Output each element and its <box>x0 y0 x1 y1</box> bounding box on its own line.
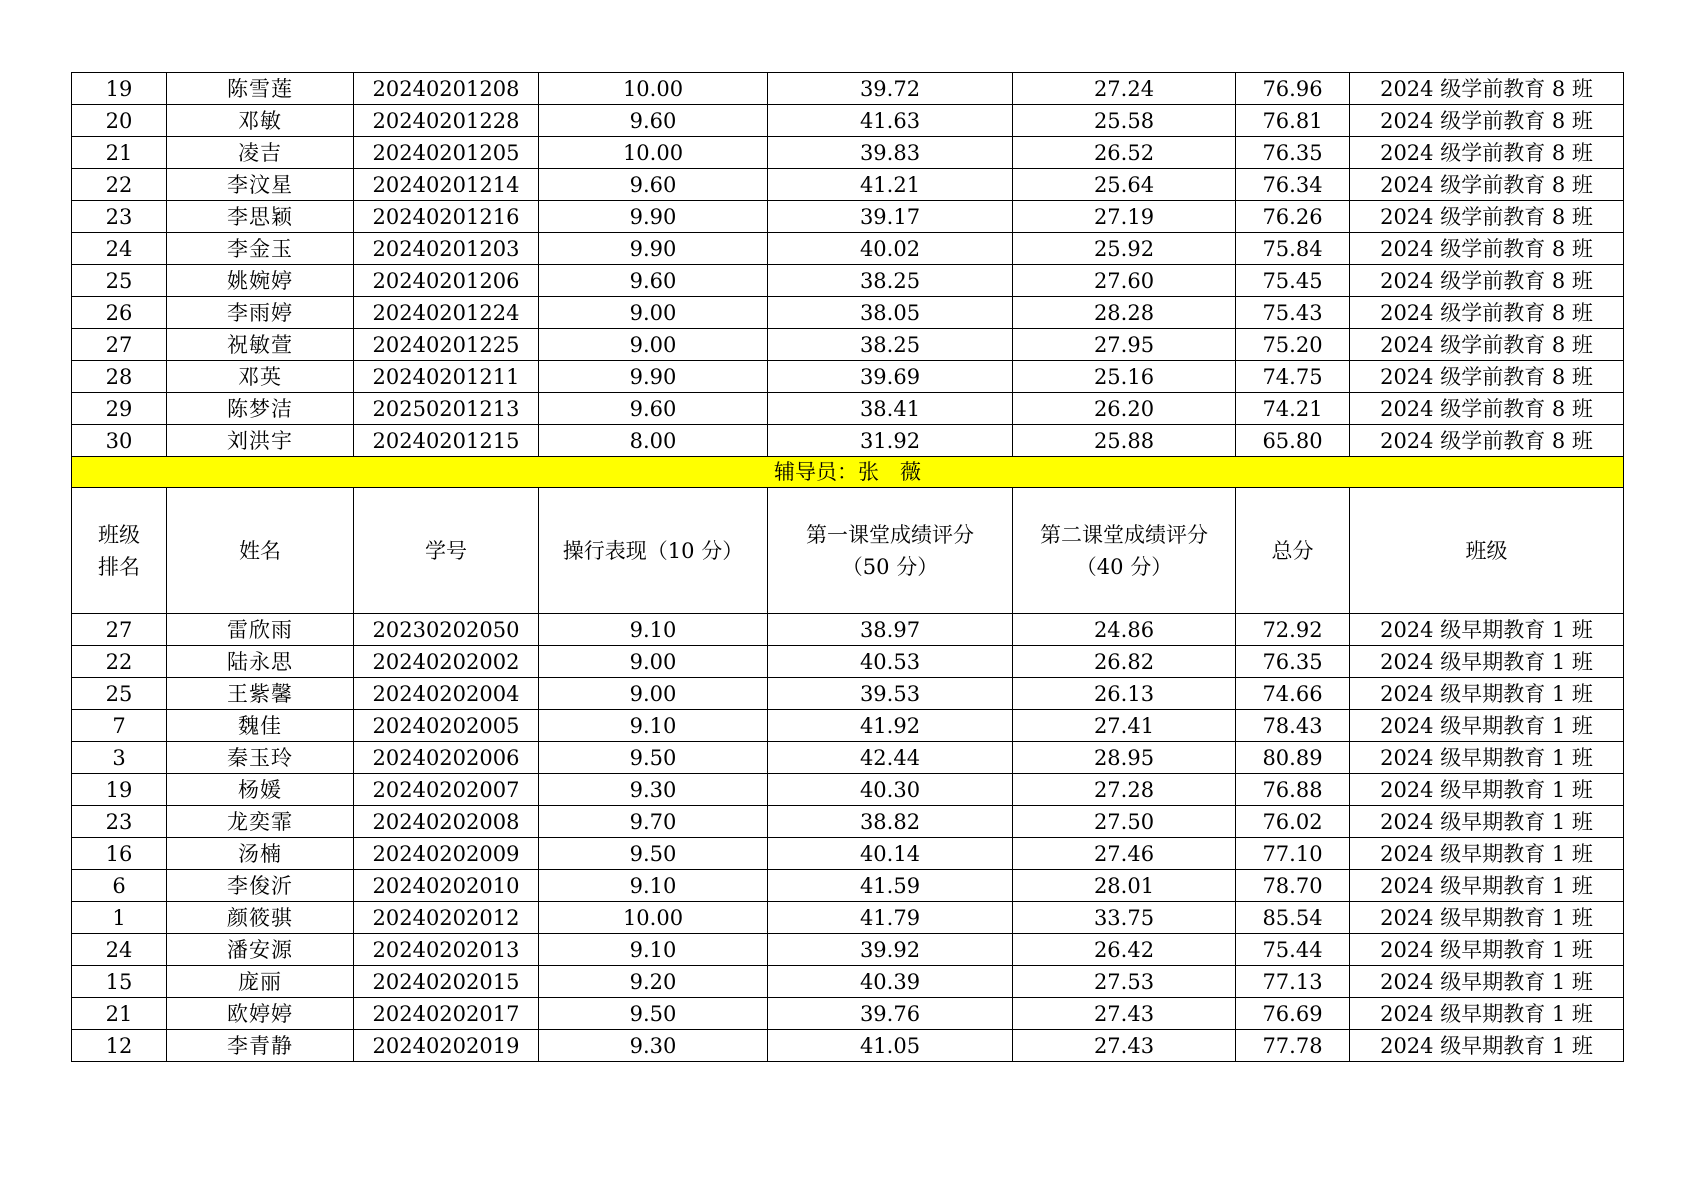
cell-class: 2024 级学前教育 8 班 <box>1350 73 1624 105</box>
table-row <box>72 169 1624 201</box>
cell-conduct: 9.50 <box>539 838 768 870</box>
cell-conduct: 9.10 <box>539 934 768 966</box>
cell-first: 39.76 <box>768 998 1013 1030</box>
cell-total: 74.75 <box>1236 361 1350 393</box>
cell-conduct: 10.00 <box>539 137 768 169</box>
cell-second: 26.52 <box>1013 137 1236 169</box>
cell-second: 33.75 <box>1013 902 1236 934</box>
cell-conduct: 9.30 <box>539 1030 768 1062</box>
cell-second: 26.20 <box>1013 393 1236 425</box>
cell-rank: 1 <box>72 902 167 934</box>
cell-rank: 19 <box>72 73 167 105</box>
cell-class: 2024 级早期教育 1 班 <box>1350 934 1624 966</box>
cell-total: 76.26 <box>1236 201 1350 233</box>
cell-class: 2024 级早期教育 1 班 <box>1350 614 1624 646</box>
cell-total: 74.66 <box>1236 678 1350 710</box>
header-total: 总分 <box>1236 488 1350 614</box>
cell-class: 2024 级早期教育 1 班 <box>1350 646 1624 678</box>
cell-class: 2024 级学前教育 8 班 <box>1350 265 1624 297</box>
cell-total: 76.88 <box>1236 774 1350 806</box>
table-row <box>72 902 1624 934</box>
cell-second: 25.88 <box>1013 425 1236 457</box>
cell-rank: 19 <box>72 774 167 806</box>
cell-name: 杨媛 <box>167 774 354 806</box>
cell-conduct: 9.70 <box>539 806 768 838</box>
table-row <box>72 393 1624 425</box>
cell-class: 2024 级学前教育 8 班 <box>1350 233 1624 265</box>
cell-class: 2024 级早期教育 1 班 <box>1350 998 1624 1030</box>
table-row <box>72 297 1624 329</box>
cell-total: 78.70 <box>1236 870 1350 902</box>
cell-conduct: 9.00 <box>539 678 768 710</box>
cell-id: 20240201228 <box>354 105 539 137</box>
cell-name: 李汶星 <box>167 169 354 201</box>
cell-second: 28.28 <box>1013 297 1236 329</box>
cell-first: 31.92 <box>768 425 1013 457</box>
cell-first: 41.21 <box>768 169 1013 201</box>
cell-rank: 29 <box>72 393 167 425</box>
cell-total: 77.13 <box>1236 966 1350 998</box>
cell-total: 85.54 <box>1236 902 1350 934</box>
cell-name: 欧婷婷 <box>167 998 354 1030</box>
cell-rank: 3 <box>72 742 167 774</box>
cell-first: 38.97 <box>768 614 1013 646</box>
cell-first: 42.44 <box>768 742 1013 774</box>
cell-id: 20240202015 <box>354 966 539 998</box>
cell-id: 20240201224 <box>354 297 539 329</box>
cell-total: 72.92 <box>1236 614 1350 646</box>
cell-name: 陈梦洁 <box>167 393 354 425</box>
cell-id: 20240202006 <box>354 742 539 774</box>
cell-conduct: 9.10 <box>539 870 768 902</box>
header-id: 学号 <box>354 488 539 614</box>
header-first-line1: 第一课堂成绩评分 <box>806 522 974 547</box>
cell-second: 24.86 <box>1013 614 1236 646</box>
cell-second: 27.41 <box>1013 710 1236 742</box>
table-row <box>72 329 1624 361</box>
cell-total: 65.80 <box>1236 425 1350 457</box>
table-row <box>72 646 1624 678</box>
cell-rank: 15 <box>72 966 167 998</box>
cell-first: 39.17 <box>768 201 1013 233</box>
cell-conduct: 9.60 <box>539 265 768 297</box>
header-second <box>1013 488 1236 614</box>
cell-conduct: 9.20 <box>539 966 768 998</box>
cell-rank: 27 <box>72 329 167 361</box>
cell-class: 2024 级学前教育 8 班 <box>1350 361 1624 393</box>
cell-class: 2024 级早期教育 1 班 <box>1350 838 1624 870</box>
cell-id: 20240202005 <box>354 710 539 742</box>
table-row <box>72 710 1624 742</box>
cell-second: 25.92 <box>1013 233 1236 265</box>
cell-rank: 28 <box>72 361 167 393</box>
cell-conduct: 9.30 <box>539 774 768 806</box>
cell-id: 20240202007 <box>354 774 539 806</box>
cell-name: 姚婉婷 <box>167 265 354 297</box>
cell-conduct: 10.00 <box>539 902 768 934</box>
cell-id: 20240201225 <box>354 329 539 361</box>
cell-second: 25.16 <box>1013 361 1236 393</box>
cell-class: 2024 级学前教育 8 班 <box>1350 425 1624 457</box>
cell-name: 李思颖 <box>167 201 354 233</box>
counselor-label: 辅导员：张 薇 <box>72 457 1624 488</box>
cell-class: 2024 级早期教育 1 班 <box>1350 742 1624 774</box>
table-row <box>72 966 1624 998</box>
cell-rank: 21 <box>72 137 167 169</box>
cell-id: 20240201211 <box>354 361 539 393</box>
cell-first: 38.25 <box>768 265 1013 297</box>
cell-first: 40.53 <box>768 646 1013 678</box>
cell-name: 庞丽 <box>167 966 354 998</box>
cell-name: 潘安源 <box>167 934 354 966</box>
cell-conduct: 8.00 <box>539 425 768 457</box>
cell-second: 25.64 <box>1013 169 1236 201</box>
header-row <box>72 488 1624 614</box>
cell-second: 27.95 <box>1013 329 1236 361</box>
cell-name: 龙奕霏 <box>167 806 354 838</box>
cell-rank: 23 <box>72 201 167 233</box>
cell-name: 刘洪宇 <box>167 425 354 457</box>
cell-name: 汤楠 <box>167 838 354 870</box>
table-row <box>72 361 1624 393</box>
cell-second: 27.60 <box>1013 265 1236 297</box>
cell-first: 41.63 <box>768 105 1013 137</box>
header-second-line2: （40 分） <box>1075 554 1173 579</box>
cell-id: 20240202012 <box>354 902 539 934</box>
cell-total: 76.02 <box>1236 806 1350 838</box>
cell-class: 2024 级早期教育 1 班 <box>1350 678 1624 710</box>
cell-first: 39.69 <box>768 361 1013 393</box>
cell-first: 39.83 <box>768 137 1013 169</box>
table-row <box>72 678 1624 710</box>
cell-second: 26.13 <box>1013 678 1236 710</box>
cell-second: 27.50 <box>1013 806 1236 838</box>
cell-class: 2024 级早期教育 1 班 <box>1350 1030 1624 1062</box>
cell-id: 20240202010 <box>354 870 539 902</box>
cell-rank: 25 <box>72 265 167 297</box>
cell-conduct: 9.00 <box>539 297 768 329</box>
header-class: 班级 <box>1350 488 1624 614</box>
cell-id: 20240202013 <box>354 934 539 966</box>
cell-name: 陈雪莲 <box>167 73 354 105</box>
cell-id: 20240201215 <box>354 425 539 457</box>
cell-name: 邓敏 <box>167 105 354 137</box>
cell-first: 41.79 <box>768 902 1013 934</box>
cell-id: 20240202019 <box>354 1030 539 1062</box>
cell-rank: 24 <box>72 233 167 265</box>
cell-total: 76.69 <box>1236 998 1350 1030</box>
cell-name: 李金玉 <box>167 233 354 265</box>
cell-class: 2024 级早期教育 1 班 <box>1350 902 1624 934</box>
cell-first: 40.02 <box>768 233 1013 265</box>
cell-conduct: 9.10 <box>539 710 768 742</box>
table-row <box>72 998 1624 1030</box>
table-row <box>72 137 1624 169</box>
cell-rank: 16 <box>72 838 167 870</box>
cell-conduct: 9.50 <box>539 998 768 1030</box>
cell-rank: 24 <box>72 934 167 966</box>
cell-total: 77.10 <box>1236 838 1350 870</box>
header-conduct: 操行表现（10 分） <box>539 488 768 614</box>
cell-first: 38.25 <box>768 329 1013 361</box>
header-first <box>768 488 1013 614</box>
table-row <box>72 742 1624 774</box>
table-row <box>72 614 1624 646</box>
cell-name: 魏佳 <box>167 710 354 742</box>
cell-conduct: 9.90 <box>539 233 768 265</box>
cell-id: 20240202017 <box>354 998 539 1030</box>
cell-conduct: 9.50 <box>539 742 768 774</box>
table-row <box>72 201 1624 233</box>
cell-name: 凌吉 <box>167 137 354 169</box>
cell-first: 40.14 <box>768 838 1013 870</box>
cell-name: 秦玉玲 <box>167 742 354 774</box>
cell-conduct: 10.00 <box>539 73 768 105</box>
table-row <box>72 105 1624 137</box>
cell-total: 74.21 <box>1236 393 1350 425</box>
cell-first: 41.59 <box>768 870 1013 902</box>
cell-class: 2024 级学前教育 8 班 <box>1350 137 1624 169</box>
cell-total: 75.45 <box>1236 265 1350 297</box>
cell-first: 39.92 <box>768 934 1013 966</box>
cell-rank: 26 <box>72 297 167 329</box>
cell-second: 25.58 <box>1013 105 1236 137</box>
cell-name: 王紫馨 <box>167 678 354 710</box>
cell-total: 75.43 <box>1236 297 1350 329</box>
cell-total: 76.34 <box>1236 169 1350 201</box>
cell-second: 27.28 <box>1013 774 1236 806</box>
cell-class: 2024 级学前教育 8 班 <box>1350 105 1624 137</box>
cell-id: 20240202008 <box>354 806 539 838</box>
header-second-line1: 第二课堂成绩评分 <box>1040 522 1208 547</box>
cell-second: 26.82 <box>1013 646 1236 678</box>
cell-total: 75.44 <box>1236 934 1350 966</box>
cell-id: 20240201208 <box>354 73 539 105</box>
cell-conduct: 9.60 <box>539 169 768 201</box>
cell-first: 40.30 <box>768 774 1013 806</box>
table-row <box>72 838 1624 870</box>
cell-second: 27.46 <box>1013 838 1236 870</box>
table-row <box>72 806 1624 838</box>
cell-id: 20240202002 <box>354 646 539 678</box>
cell-class: 2024 级早期教育 1 班 <box>1350 710 1624 742</box>
cell-total: 76.81 <box>1236 105 1350 137</box>
cell-name: 李俊沂 <box>167 870 354 902</box>
cell-second: 27.53 <box>1013 966 1236 998</box>
table-row <box>72 870 1624 902</box>
cell-total: 78.43 <box>1236 710 1350 742</box>
header-rank-line2: 排名 <box>98 554 140 579</box>
header-rank-line1: 班级 <box>98 522 140 547</box>
cell-total: 77.78 <box>1236 1030 1350 1062</box>
cell-conduct: 9.60 <box>539 393 768 425</box>
header-rank <box>72 488 167 614</box>
cell-rank: 23 <box>72 806 167 838</box>
cell-name: 邓英 <box>167 361 354 393</box>
cell-name: 祝敏萱 <box>167 329 354 361</box>
cell-second: 27.24 <box>1013 73 1236 105</box>
cell-id: 20240202009 <box>354 838 539 870</box>
cell-total: 80.89 <box>1236 742 1350 774</box>
cell-id: 20240201206 <box>354 265 539 297</box>
cell-class: 2024 级学前教育 8 班 <box>1350 169 1624 201</box>
counselor-row <box>72 457 1624 488</box>
cell-rank: 22 <box>72 646 167 678</box>
table-row <box>72 233 1624 265</box>
cell-conduct: 9.10 <box>539 614 768 646</box>
cell-rank: 30 <box>72 425 167 457</box>
cell-second: 28.01 <box>1013 870 1236 902</box>
cell-name: 李雨婷 <box>167 297 354 329</box>
cell-rank: 27 <box>72 614 167 646</box>
table-row <box>72 1030 1624 1062</box>
cell-second: 27.43 <box>1013 1030 1236 1062</box>
cell-first: 38.05 <box>768 297 1013 329</box>
cell-first: 41.92 <box>768 710 1013 742</box>
cell-id: 20240201214 <box>354 169 539 201</box>
header-name: 姓名 <box>167 488 354 614</box>
table-row <box>72 265 1624 297</box>
cell-rank: 21 <box>72 998 167 1030</box>
cell-class: 2024 级早期教育 1 班 <box>1350 870 1624 902</box>
cell-rank: 25 <box>72 678 167 710</box>
cell-id: 20250201213 <box>354 393 539 425</box>
cell-id: 20240202004 <box>354 678 539 710</box>
cell-total: 75.20 <box>1236 329 1350 361</box>
cell-rank: 7 <box>72 710 167 742</box>
cell-name: 李青静 <box>167 1030 354 1062</box>
table-row <box>72 425 1624 457</box>
cell-second: 27.19 <box>1013 201 1236 233</box>
cell-rank: 20 <box>72 105 167 137</box>
cell-id: 20230202050 <box>354 614 539 646</box>
table-row <box>72 774 1624 806</box>
cell-rank: 22 <box>72 169 167 201</box>
cell-conduct: 9.90 <box>539 201 768 233</box>
cell-total: 76.35 <box>1236 137 1350 169</box>
cell-second: 27.43 <box>1013 998 1236 1030</box>
table-row <box>72 934 1624 966</box>
cell-id: 20240201205 <box>354 137 539 169</box>
cell-first: 38.82 <box>768 806 1013 838</box>
cell-first: 39.53 <box>768 678 1013 710</box>
counselor-section <box>72 457 1624 614</box>
cell-rank: 6 <box>72 870 167 902</box>
cell-total: 75.84 <box>1236 233 1350 265</box>
cell-class: 2024 级早期教育 1 班 <box>1350 806 1624 838</box>
header-first-line2: （50 分） <box>841 554 939 579</box>
cell-total: 76.96 <box>1236 73 1350 105</box>
cell-first: 40.39 <box>768 966 1013 998</box>
cell-class: 2024 级早期教育 1 班 <box>1350 966 1624 998</box>
cell-second: 26.42 <box>1013 934 1236 966</box>
cell-first: 39.72 <box>768 73 1013 105</box>
table-row <box>72 73 1624 105</box>
cell-first: 38.41 <box>768 393 1013 425</box>
cell-class: 2024 级早期教育 1 班 <box>1350 774 1624 806</box>
cell-second: 28.95 <box>1013 742 1236 774</box>
cell-class: 2024 级学前教育 8 班 <box>1350 329 1624 361</box>
cell-rank: 12 <box>72 1030 167 1062</box>
score-table <box>71 72 1624 1062</box>
cell-name: 雷欣雨 <box>167 614 354 646</box>
cell-name: 颜筱骐 <box>167 902 354 934</box>
cell-conduct: 9.60 <box>539 105 768 137</box>
cell-class: 2024 级学前教育 8 班 <box>1350 201 1624 233</box>
cell-id: 20240201216 <box>354 201 539 233</box>
cell-conduct: 9.00 <box>539 646 768 678</box>
cell-conduct: 9.00 <box>539 329 768 361</box>
cell-class: 2024 级学前教育 8 班 <box>1350 297 1624 329</box>
cell-id: 20240201203 <box>354 233 539 265</box>
cell-first: 41.05 <box>768 1030 1013 1062</box>
top-rows <box>72 73 1624 457</box>
cell-conduct: 9.90 <box>539 361 768 393</box>
cell-class: 2024 级学前教育 8 班 <box>1350 393 1624 425</box>
cell-total: 76.35 <box>1236 646 1350 678</box>
bottom-rows <box>72 614 1624 1062</box>
cell-name: 陆永思 <box>167 646 354 678</box>
